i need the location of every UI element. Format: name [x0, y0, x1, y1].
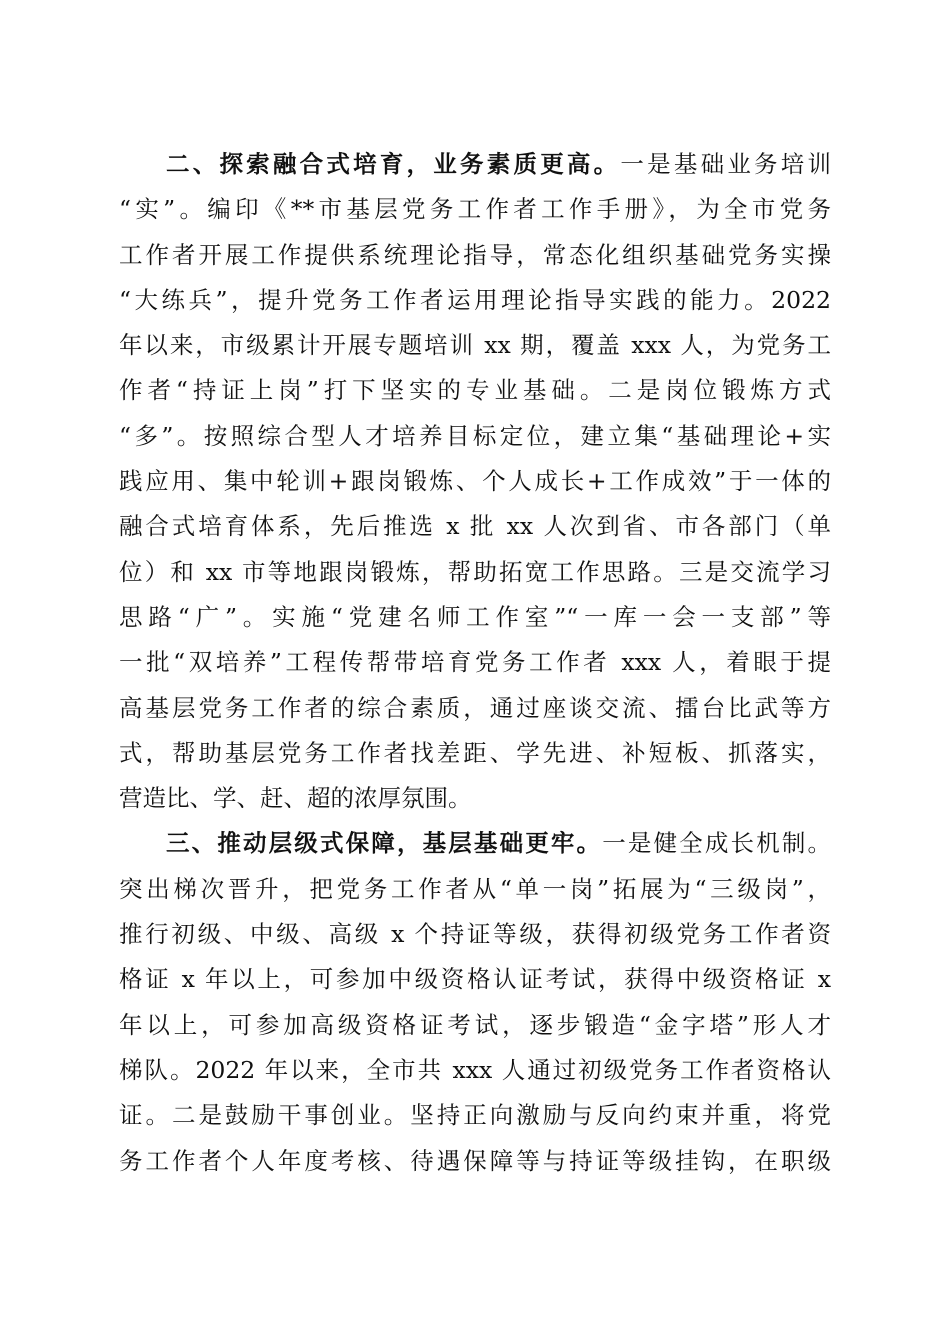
section-3-paragraph	[119, 821, 831, 1183]
body-line: 位）和 xx 市等地跟岗锻炼，帮助拓宽工作思路。三是交流学习	[119, 557, 831, 586]
body-line: “大练兵”，提升党务工作者运用理论指导实践的能力。2022	[119, 285, 831, 314]
body-line: “多”。按照综合型人才培养目标定位，建立集“基础理论+实	[119, 421, 831, 450]
body-line: 务工作者个人年度考核、待遇保障等与持证等级挂钩，在职级	[119, 1146, 831, 1175]
body-line: 营造比、学、赶、超的浓厚氛围。	[119, 784, 472, 813]
body-line: 融合式培育体系，先后推选 x 批 xx 人次到省、市各部门（单	[119, 512, 831, 541]
body-line: 格证 x 年以上，可参加中级资格认证考试，获得中级资格证 x	[119, 965, 831, 994]
body-line: 推行初级、中级、高级 x 个持证等级，获得初级党务工作者资	[119, 920, 831, 949]
body-line: 践应用、集中轮训+跟岗锻炼、个人成长+工作成效”于一体的	[119, 467, 831, 496]
body-line: 作者“持证上岗”打下坚实的专业基础。二是岗位锻炼方式	[119, 376, 831, 405]
document-body	[119, 142, 831, 1184]
body-line: 一批“双培养”工程传帮带培育党务工作者 xxx 人，着眼于提	[119, 648, 831, 677]
section-2-first-line	[119, 142, 831, 187]
body-line: 高基层党务工作者的综合素质，通过座谈交流、擂台比武等方	[119, 693, 831, 722]
section-2-paragraph	[119, 142, 831, 821]
section-3-first-line-text: 一是健全成长机制。	[602, 829, 832, 858]
body-line: 年以来，市级累计开展专题培训 xx 期，覆盖 xxx 人，为党务工	[119, 331, 831, 360]
body-line: 证。二是鼓励干事创业。坚持正向激励与反向约束并重，将党	[119, 1101, 831, 1130]
section-3-heading: 三、推动层级式保障，基层基础更牢。	[166, 829, 603, 858]
body-line: 梯队。2022 年以来，全市共 xxx 人通过初级党务工作者资格认	[119, 1055, 831, 1084]
section-2-heading: 二、探索融合式培育，业务素质更高。	[166, 150, 621, 178]
body-line: 思路“广”。实施“党建名师工作室”“一库一会一支部”等	[119, 602, 831, 631]
body-line: 突出梯次晋升，把党务工作者从“单一岗”拓展为“三级岗”，	[119, 874, 831, 903]
body-line: 式，帮助基层党务工作者找差距、学先进、补短板、抓落实，	[119, 738, 831, 767]
body-line: 工作者开展工作提供系统理论指导，常态化组织基础党务实操	[119, 240, 831, 269]
section-2-first-line-text: 一是基础业务培训	[620, 150, 832, 178]
body-line: 年以上，可参加高级资格证考试，逐步锻造“金字塔”形人才	[119, 1010, 831, 1039]
section-3-first-line	[119, 821, 831, 866]
body-line: “实”。编印《**市基层党务工作者工作手册》，为全市党务	[119, 195, 831, 224]
